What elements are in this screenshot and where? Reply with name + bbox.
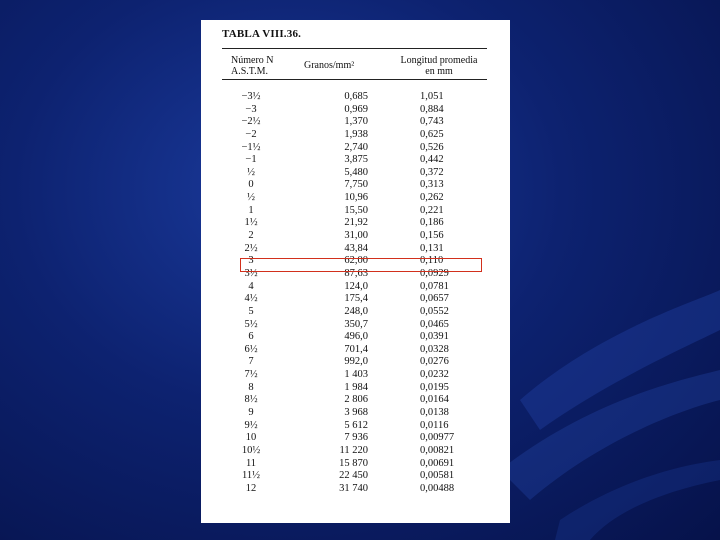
table-row: [222, 243, 487, 256]
longitud-cell: 0,0391: [420, 331, 449, 343]
astm-number-cell: 3: [248, 255, 254, 267]
granos-cell: 11 220: [339, 444, 368, 456]
astm-number-cell: 3½: [244, 267, 258, 279]
longitud-cell: 0,0657: [420, 293, 449, 305]
astm-number-cell: 5½: [244, 318, 258, 330]
header-bottom-rule: [222, 79, 487, 80]
granos-cell: 5,480: [344, 166, 368, 178]
longitud-cell: 1,051: [420, 91, 444, 102]
granos-cell: 43,84: [344, 242, 368, 254]
longitud-cell: 0,0276: [420, 356, 449, 368]
table-row: [222, 319, 487, 332]
table-row: [222, 420, 487, 433]
astm-number-cell: 11½: [242, 470, 260, 482]
granos-cell: 7,750: [344, 179, 368, 191]
table-row: [222, 91, 487, 104]
longitud-cell: 0,262: [420, 192, 444, 204]
scanned-table-page: [201, 20, 510, 523]
longitud-cell: 0,00581: [420, 470, 455, 482]
longitud-cell: 0,131: [420, 242, 444, 254]
longitud-cell: 0,00977: [420, 432, 455, 444]
astm-number-cell: −1: [245, 154, 257, 166]
granos-cell: 31 740: [339, 482, 368, 494]
longitud-cell: 0,00691: [420, 457, 455, 469]
table-row: [222, 369, 487, 382]
table-row: [222, 483, 487, 496]
granos-cell: 31,00: [344, 230, 368, 242]
longitud-cell: 0,625: [420, 128, 444, 140]
astm-number-cell: 11: [245, 457, 257, 469]
granos-cell: 62,00: [344, 255, 368, 267]
longitud-cell: 0,313: [420, 179, 444, 191]
granos-cell: 992,0: [344, 356, 368, 368]
granos-cell: 3 968: [344, 407, 368, 419]
longitud-cell: 0,00821: [420, 444, 455, 456]
highlighted-row-box: [240, 258, 482, 272]
longitud-cell: 0,0116: [420, 419, 449, 431]
longitud-cell: 0,884: [420, 103, 444, 115]
astm-number-cell: 10½: [241, 444, 261, 456]
longitud-cell: 0,743: [420, 116, 444, 128]
longitud-cell: 0,0164: [420, 394, 449, 406]
table-row: [222, 281, 487, 294]
header-astm-line1: Número N: [231, 55, 274, 66]
table-title: TABLA VIII.36.: [222, 28, 302, 40]
longitud-cell: 0,0465: [420, 318, 449, 330]
granos-cell: 2,740: [344, 141, 368, 153]
header-granos: Granos/mm²: [304, 60, 355, 71]
table-row: [222, 356, 487, 369]
longitud-cell: 0,442: [420, 154, 444, 166]
header-longitud-line1: Longitud promedia: [400, 55, 478, 66]
astm-number-cell: 2½: [244, 242, 258, 254]
astm-number-cell: −2: [245, 128, 257, 140]
granos-cell: 15 870: [339, 457, 368, 469]
table-body: [222, 91, 487, 496]
table-row: [222, 445, 487, 458]
granos-cell: 701,4: [344, 343, 368, 355]
granos-cell: 1,370: [344, 116, 368, 128]
header-top-rule: [222, 48, 487, 49]
astm-number-cell: 6½: [244, 343, 258, 355]
astm-number-cell: 9½: [244, 419, 258, 431]
astm-number-cell: −3: [245, 103, 257, 115]
table-row: [222, 154, 487, 167]
longitud-cell: 0,0781: [420, 280, 449, 292]
table-row: [222, 458, 487, 471]
astm-number-cell: 8½: [244, 394, 258, 406]
astm-number-cell: 1: [248, 204, 254, 216]
granos-cell: 0,685: [344, 91, 368, 102]
longitud-cell: 0,526: [420, 141, 444, 153]
table-row: [222, 407, 487, 420]
table-row: [222, 217, 487, 230]
table-row: [222, 293, 487, 306]
table-row: [222, 382, 487, 395]
astm-number-cell: 4½: [244, 293, 258, 305]
longitud-cell: 0,0232: [420, 369, 449, 381]
table-row: [222, 394, 487, 407]
table-row: [222, 192, 487, 205]
granos-cell: 10,96: [344, 192, 368, 204]
table-row: [222, 331, 487, 344]
astm-number-cell: −1½: [241, 141, 261, 153]
astm-number-cell: 1½: [244, 217, 258, 229]
astm-number-cell: 7½: [244, 369, 258, 381]
astm-number-cell: 9: [248, 407, 254, 419]
longitud-cell: 0,0929: [420, 267, 449, 279]
table-row: [222, 230, 487, 243]
astm-number-cell: ½: [247, 166, 255, 178]
astm-number-cell: −2½: [241, 116, 261, 128]
granos-cell: 124,0: [344, 280, 368, 292]
granos-cell: 248,0: [344, 305, 368, 317]
astm-number-cell: 0: [248, 179, 254, 191]
header-astm-line2: A.S.T.M.: [231, 66, 269, 77]
table-row: [222, 129, 487, 142]
granos-cell: 350,7: [344, 318, 368, 330]
table-row: [222, 306, 487, 319]
granos-cell: 22 450: [339, 470, 368, 482]
table-row: [222, 432, 487, 445]
granos-cell: 7 936: [344, 432, 368, 444]
granos-cell: 5 612: [344, 419, 368, 431]
table-row: [222, 344, 487, 357]
header-longitud-line2: en mm: [425, 66, 453, 77]
astm-number-cell: 4: [248, 280, 254, 292]
granos-cell: 496,0: [344, 331, 368, 343]
astm-number-cell: 2: [248, 230, 254, 242]
astm-number-cell: 6: [248, 331, 254, 343]
astm-number-cell: 10: [245, 432, 257, 444]
table-row: [222, 205, 487, 218]
header-longitud: [394, 55, 484, 77]
table-row: [222, 470, 487, 483]
table-row: [222, 167, 487, 180]
longitud-cell: 0,0552: [420, 305, 449, 317]
table-row: [222, 116, 487, 129]
longitud-cell: 0,0195: [420, 381, 449, 393]
granos-cell: 1 403: [344, 369, 368, 381]
granos-cell: 87,63: [344, 267, 368, 279]
granos-cell: 1 984: [344, 381, 368, 393]
longitud-cell: 0,186: [420, 217, 444, 229]
longitud-cell: 0,372: [420, 166, 444, 178]
granos-cell: 3,875: [344, 154, 368, 166]
granos-cell: 0,969: [344, 103, 368, 115]
longitud-cell: 0,0138: [420, 407, 449, 419]
table-row: [222, 104, 487, 117]
granos-cell: 2 806: [344, 394, 368, 406]
longitud-cell: 0,00488: [420, 482, 455, 494]
granos-cell: 21,92: [344, 217, 368, 229]
header-astm: [231, 55, 274, 77]
astm-number-cell: 7: [248, 356, 254, 368]
table-row: [222, 179, 487, 192]
granos-cell: 15,50: [344, 204, 368, 216]
astm-number-cell: 5: [248, 305, 254, 317]
granos-cell: 1,938: [344, 128, 368, 140]
astm-number-cell: 8: [248, 381, 254, 393]
granos-cell: 175,4: [344, 293, 368, 305]
table-row: [222, 142, 487, 155]
longitud-cell: 0,110: [420, 255, 444, 267]
astm-number-cell: ½: [247, 192, 255, 204]
astm-number-cell: −3½: [241, 91, 261, 102]
longitud-cell: 0,221: [420, 204, 444, 216]
longitud-cell: 0,156: [420, 230, 444, 242]
longitud-cell: 0,0328: [420, 343, 449, 355]
astm-number-cell: 12: [245, 482, 257, 494]
